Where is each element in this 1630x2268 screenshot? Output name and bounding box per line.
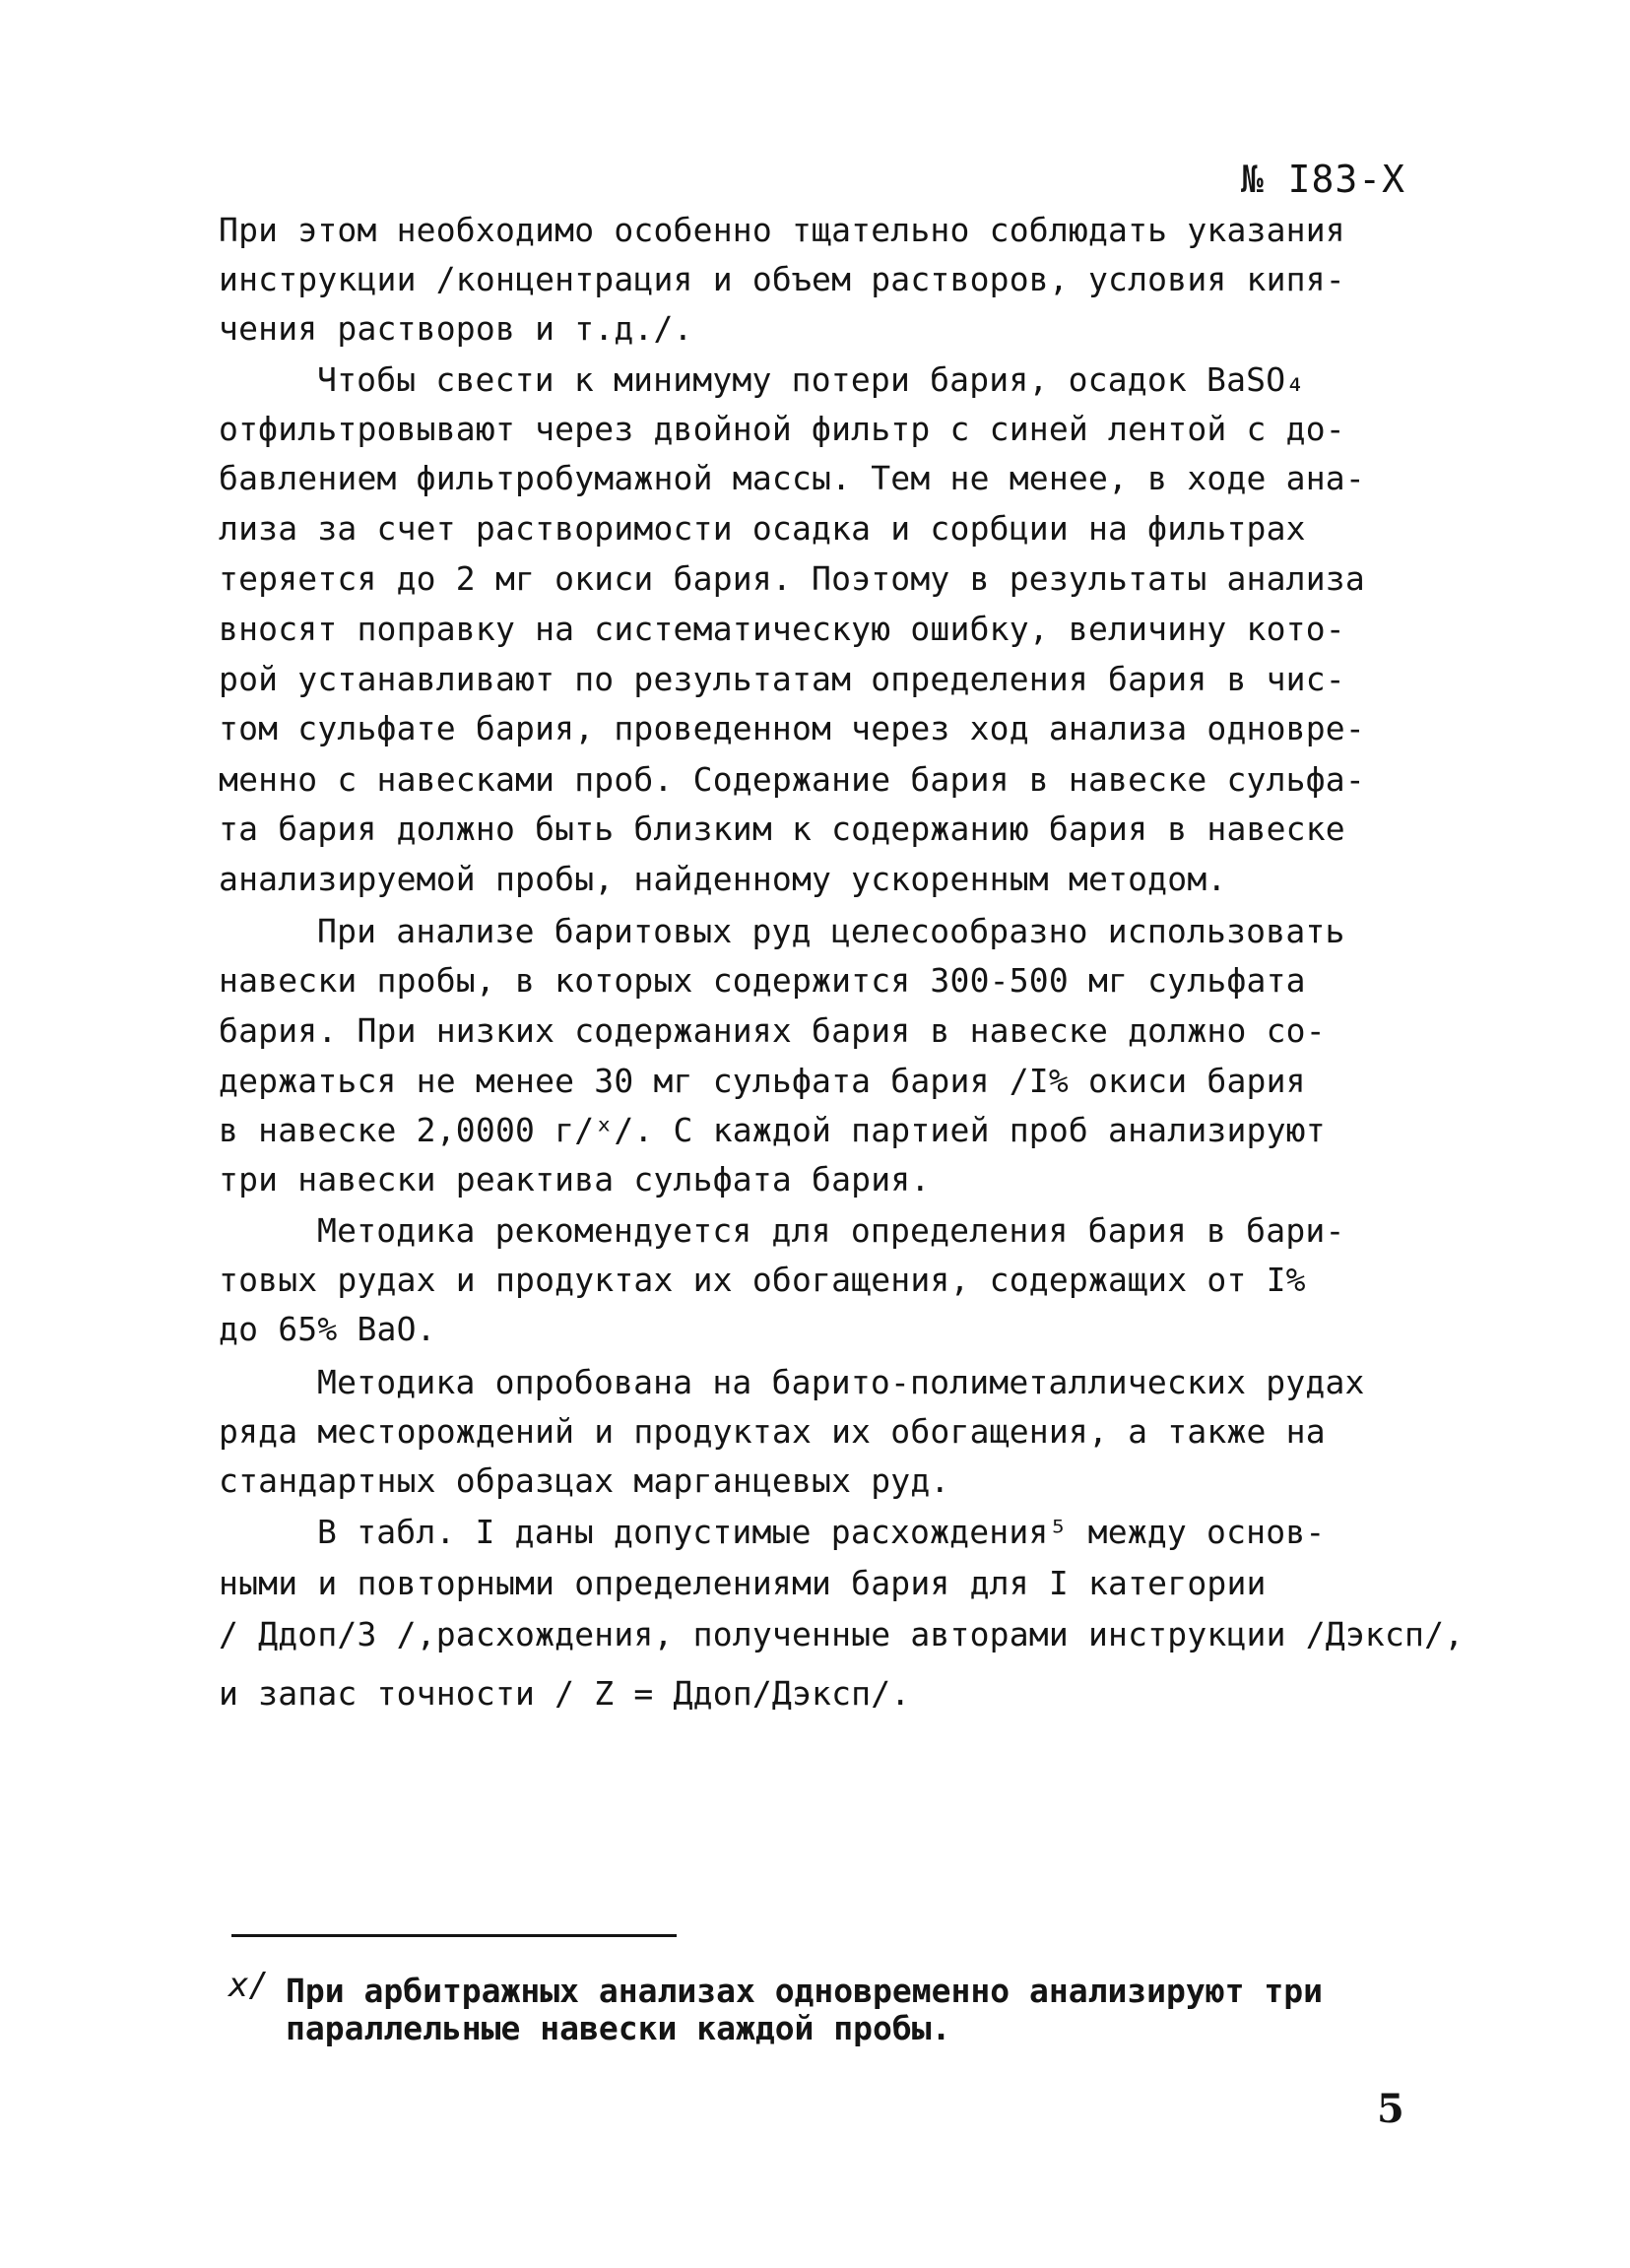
text-line: бария. При низких содержаниях бария в навеске должно со- [219,1011,1326,1050]
text-line: / Ддоп/3 /,расхождения, полученные авторами инструкции /Дэксп/, [219,1615,1465,1653]
text-line: три навески реактива сульфата бария. [219,1160,931,1199]
text-line: ряда месторождений и продуктах их обогащения, а также на [219,1412,1326,1451]
text-line: том сульфате бария, проведенном через ход анализа одновре- [219,709,1365,747]
text-line: в навеске 2,0000 г/ˣ/. С каждой партией проб анализируют [219,1111,1326,1149]
text-line: рой устанавливают по результатам определения бария в чис- [219,660,1345,698]
text-line: вносят поправку на систематическую ошибку, величину кото- [219,610,1345,648]
text-line: ными и повторными определениями бария для I категории [219,1564,1267,1602]
text-line: до 65% BaO. [219,1310,436,1348]
text-line: Чтобы свести к минимуму потери бария, осадок BaSO₄ [317,360,1306,399]
text-line: отфильтровывают через двойной фильтр с синей лентой с до- [219,410,1345,448]
text-line: Методика рекомендуется для определения бария в бари- [317,1211,1345,1250]
text-line: та бария должно быть близким к содержанию бария в навеске [219,810,1345,848]
text-line: Методика опробована на барито-полиметаллических рудах [317,1363,1365,1401]
footnote-marker: x/ [228,1966,269,2005]
footnote-line: параллельные навески каждой пробы. [286,2009,951,2047]
text-line: лиза за счет растворимости осадка и сорбции на фильтрах [219,509,1306,548]
text-line: товых рудах и продуктах их обогащения, содержащих от I% [219,1261,1306,1299]
text-line: чения растворов и т.д./. [219,309,693,348]
text-line: менно с навесками проб. Содержание бария в навеске сульфа- [219,760,1365,799]
text-line: анализируемой пробы, найденному ускоренным методом. [219,860,1227,898]
text-line: стандартных образцах марганцевых руд. [219,1461,950,1500]
footnote-divider [231,1934,677,1937]
text-line: При этом необходимо особенно тщательно соблюдать указания [219,211,1345,249]
text-line: держаться не менее 30 мг сульфата бария /I% окиси бария [219,1062,1306,1100]
page-number: 5 [1377,2086,1404,2132]
text-line: В табл. I даны допустимые расхождения⁵ между основ- [317,1513,1326,1551]
text-line: теряется до 2 мг окиси бария. Поэтому в результаты анализа [219,559,1365,598]
text-line: бавлением фильтробумажной массы. Тем не менее, в ходе ана- [219,459,1365,497]
text-line: и запас точности / Z = Ддоп/Дэксп/. [219,1674,911,1713]
document-number: № I83-X [1240,158,1405,201]
text-line: навески пробы, в которых содержится 300-500 мг сульфата [219,961,1306,1000]
footnote-line: При арбитражных анализах одновременно анализируют три [286,1972,1323,2010]
text-line: инструкции /концентрация и объем растворов, условия кипя- [219,260,1345,298]
text-line: При анализе баритовых руд целесообразно использовать [317,912,1345,950]
